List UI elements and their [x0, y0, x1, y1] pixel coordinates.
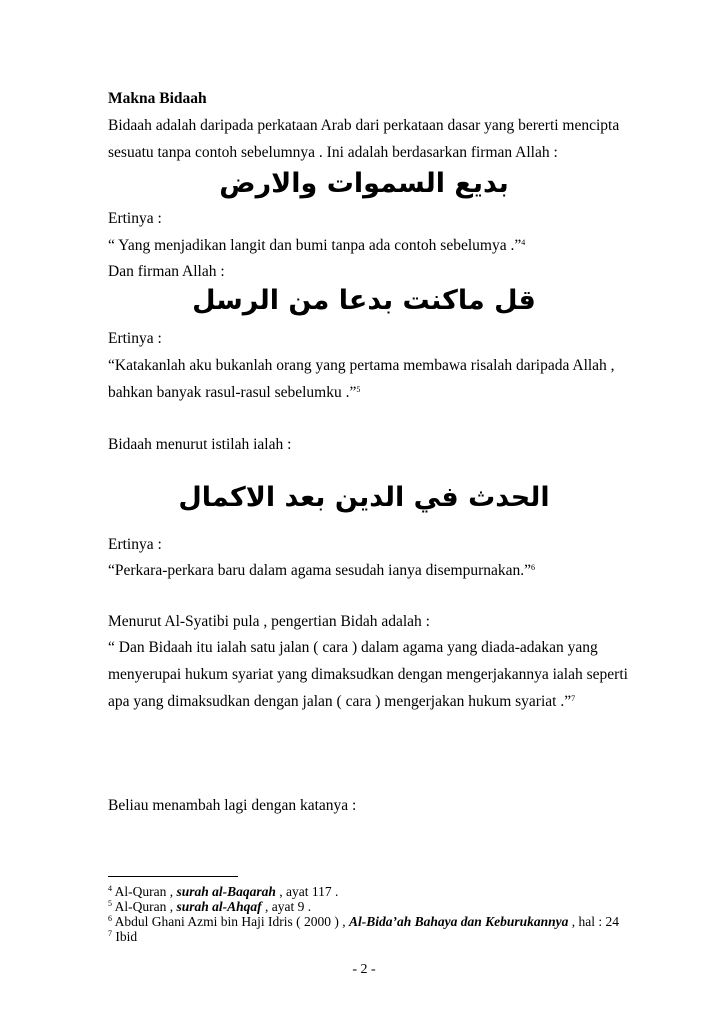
- paragraph-line: Menurut Al-Syatibi pula , pengertian Bidah adalah :: [108, 613, 430, 630]
- paragraph-line: Bidaah adalah daripada perkataan Arab dari perkataan dasar yang bererti mencipta: [108, 117, 620, 134]
- arabic-verse: بديع السموات والارض: [219, 168, 509, 199]
- translation-text: “ Yang menjadikan langit dan bumi tanpa ada contoh sebelumya .”: [108, 237, 522, 254]
- arabic-verse: قل ماكنت بدعا من الرسل: [192, 285, 536, 316]
- paragraph-line: Bidaah menurut istilah ialah :: [108, 436, 292, 453]
- footnote-text: , hal : 24: [568, 914, 620, 929]
- page-number: - 2 -: [352, 962, 376, 977]
- footnote-text: , ayat 9 .: [261, 899, 312, 914]
- footnote-text: Abdul Ghani Azmi bin Haji Idris ( 2000 ) ,: [114, 914, 349, 929]
- footnote: [108, 929, 137, 945]
- translation-line: “Katakanlah aku bukanlah orang yang pertama membawa risalah daripada Allah ,: [108, 357, 615, 374]
- footnote-number: 6: [108, 914, 112, 923]
- footnote-title: surah al-Ahqaf: [176, 899, 262, 914]
- footnote-ref: 7: [571, 694, 576, 703]
- footnote-ref: 4: [521, 238, 526, 247]
- paragraph-line: sesuatu tanpa contoh sebelumnya . Ini adalah berdasarkan firman Allah :: [108, 144, 558, 161]
- footnote-text: Al-Quran ,: [114, 899, 177, 914]
- page-heading: Makna Bidaah: [108, 90, 207, 107]
- arabic-verse: الحدث في الدين بعد الاكمال: [178, 482, 550, 513]
- footnote: [108, 899, 311, 915]
- translation-text: “Perkara-perkara baru dalam agama sesudah ianya disempurnakan.”: [108, 562, 532, 579]
- footnote-ref: 6: [531, 563, 536, 572]
- footnote-number: 5: [108, 899, 112, 908]
- footnote-text: Al-Quran ,: [114, 884, 177, 899]
- footnote-number: 4: [108, 884, 112, 893]
- quote-line: “ Dan Bidaah itu ialah satu jalan ( cara ) dalam agama yang diada-adakan yang: [108, 639, 598, 656]
- quote-line: menyerupai hukum syariat yang dimaksudkan dengan mengerjakannya ialah seperti: [108, 666, 628, 683]
- footnote: [108, 914, 619, 930]
- footnote-text: Ibid: [115, 929, 138, 944]
- translation-text: bahkan banyak rasul-rasul sebelumku .”: [108, 384, 357, 401]
- ertinya-label: Ertinya :: [108, 210, 162, 227]
- footnote-title: surah al-Baqarah: [176, 884, 276, 899]
- footnote-title: Al-Bida’ah Bahaya dan Keburukannya: [349, 914, 569, 929]
- footnote-ref: 5: [356, 385, 361, 394]
- translation-line: [108, 237, 525, 255]
- footnote-number: 7: [108, 929, 112, 938]
- translation-line: [108, 384, 360, 402]
- ertinya-label: Ertinya :: [108, 536, 162, 553]
- translation-line: [108, 562, 535, 580]
- footnote-text: , ayat 117 .: [275, 884, 339, 899]
- ertinya-label: Ertinya :: [108, 330, 162, 347]
- paragraph-line: Dan firman Allah :: [108, 263, 225, 280]
- footnote: [108, 884, 338, 900]
- paragraph-line: Beliau menambah lagi dengan katanya :: [108, 797, 357, 814]
- footnote-divider: [108, 876, 238, 877]
- quote-line: [108, 693, 575, 711]
- quote-text: apa yang dimaksudkan dengan jalan ( cara ) mengerjakan hukum syariat .”: [108, 693, 572, 710]
